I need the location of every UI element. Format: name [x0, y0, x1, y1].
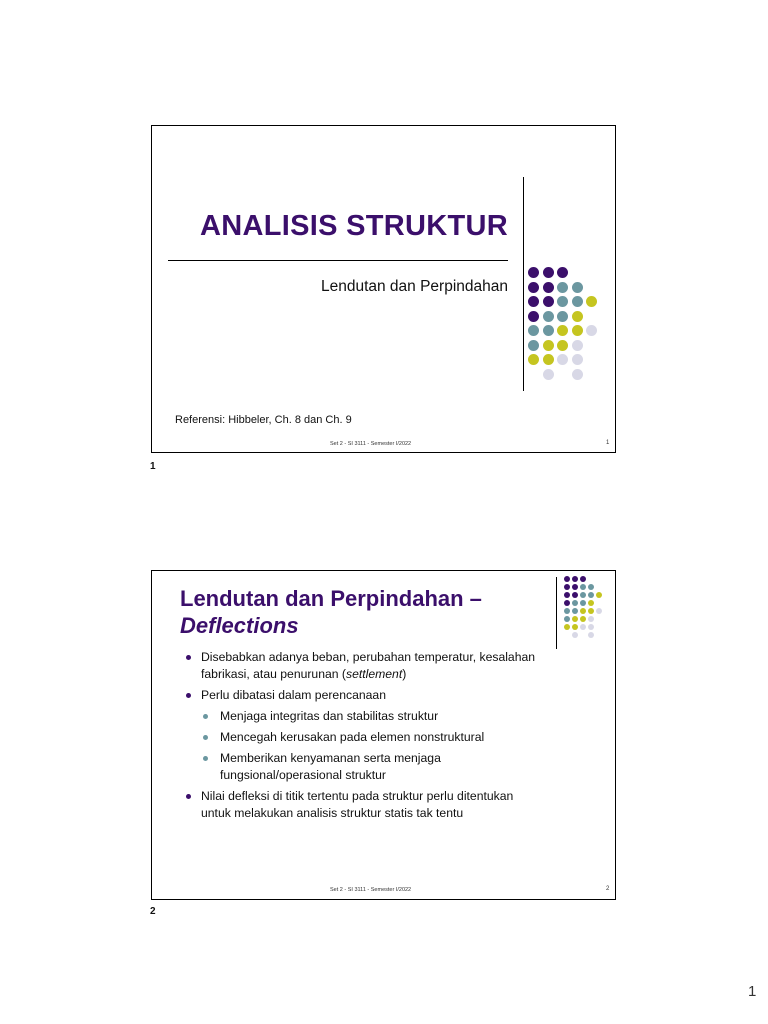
bullet-marker	[186, 794, 191, 799]
decor-dot	[564, 584, 570, 590]
decor-dot	[572, 325, 583, 336]
decor-dot	[557, 340, 568, 351]
bullet-marker	[186, 693, 191, 698]
decor-dot	[572, 600, 578, 606]
decor-dot	[564, 592, 570, 598]
slide-number: 1	[606, 440, 610, 446]
slide-1	[151, 125, 616, 453]
bullet-item	[184, 687, 544, 704]
decor-dot	[572, 616, 578, 622]
decor-dot	[528, 354, 539, 365]
decor-vertical-line	[556, 577, 557, 649]
decor-dot	[572, 282, 583, 293]
bullet-text: Mencegah kerusakan pada elemen nonstruktural	[220, 730, 485, 744]
decor-dot	[572, 584, 578, 590]
page-number: 1	[748, 983, 757, 1000]
decor-dot	[588, 624, 594, 630]
bullet-item	[184, 788, 544, 822]
bullet-text: Disebabkan adanya beban, perubahan temperatur, kesalahan fabrikasi, atau penurunan (settlement)	[201, 650, 536, 681]
decor-dot	[588, 616, 594, 622]
decor-dot	[588, 584, 594, 590]
reference-text: Referensi: Hibbeler, Ch. 8 dan Ch. 9	[175, 414, 352, 426]
decor-dot	[580, 624, 586, 630]
bullet-item	[184, 729, 544, 746]
decor-dot	[564, 600, 570, 606]
decor-dot	[528, 311, 539, 322]
decor-dot	[557, 296, 568, 307]
bullet-text: Nilai defleksi di titik tertentu pada struktur perlu ditentukan untuk melakukan analisis struktur statis tak tentu	[201, 789, 514, 820]
decor-dot	[580, 616, 586, 622]
decor-dot	[588, 592, 594, 598]
decor-dot	[543, 369, 554, 380]
decor-dot	[588, 632, 594, 638]
decor-dot	[580, 608, 586, 614]
decor-dot	[586, 325, 597, 336]
slide-label: 1	[150, 461, 156, 472]
decor-dot	[557, 354, 568, 365]
decor-dot	[543, 325, 554, 336]
bullet-marker	[203, 756, 208, 761]
decor-dot	[564, 576, 570, 582]
decor-dot	[580, 584, 586, 590]
bullet-item	[184, 708, 544, 725]
decor-dot	[572, 632, 578, 638]
decor-dot	[543, 296, 554, 307]
slide-title-line1: Lendutan dan Perpindahan –	[180, 586, 482, 611]
decor-dot	[528, 267, 539, 278]
decor-dot	[528, 325, 539, 336]
dot-pattern-decoration	[564, 576, 609, 641]
slide-title-line2: Deflections	[180, 613, 299, 638]
decor-vertical-line	[523, 177, 524, 391]
slide-label: 2	[150, 906, 156, 917]
decor-dot	[564, 624, 570, 630]
decor-dot	[596, 608, 602, 614]
slide-2	[151, 570, 616, 900]
decor-dot	[543, 354, 554, 365]
decor-dot	[572, 311, 583, 322]
slide-title: ANALISIS STRUKTUR	[200, 210, 508, 242]
decor-dot	[588, 608, 594, 614]
decor-dot	[572, 624, 578, 630]
decor-dot	[596, 592, 602, 598]
decor-dot	[557, 282, 568, 293]
slide-title	[180, 585, 482, 639]
decor-dot	[572, 608, 578, 614]
bullet-item	[184, 649, 544, 683]
decor-dot	[572, 354, 583, 365]
decor-dot	[572, 369, 583, 380]
slide-footer: Set 2 - SI 3111 - Semester I/2022	[330, 441, 412, 447]
decor-dot	[557, 311, 568, 322]
decor-dot	[572, 296, 583, 307]
decor-dot	[543, 311, 554, 322]
decor-dot	[572, 592, 578, 598]
decor-dot	[564, 608, 570, 614]
dot-pattern-decoration	[528, 267, 608, 375]
bullet-item	[184, 750, 544, 784]
decor-dot	[543, 267, 554, 278]
slide-number: 2	[606, 886, 610, 892]
decor-dot	[564, 616, 570, 622]
decor-horizontal-line	[168, 260, 508, 261]
decor-dot	[557, 267, 568, 278]
decor-dot	[586, 296, 597, 307]
bullet-marker	[203, 735, 208, 740]
bullet-marker	[186, 655, 191, 660]
decor-dot	[528, 296, 539, 307]
slide-footer: Set 2 - SI 3111 - Semester I/2022	[330, 887, 412, 893]
bullet-text: Menjaga integritas dan stabilitas struktur	[220, 709, 439, 723]
slide-subtitle: Lendutan dan Perpindahan	[320, 278, 508, 295]
bullet-marker	[203, 714, 208, 719]
bullet-text: Memberikan kenyamanan serta menjaga fungsional/operasional struktur	[220, 751, 441, 782]
decor-dot	[572, 340, 583, 351]
decor-dot	[580, 600, 586, 606]
decor-dot	[528, 282, 539, 293]
bullet-text: Perlu dibatasi dalam perencanaan	[201, 688, 386, 702]
decor-dot	[528, 340, 539, 351]
decor-dot	[557, 325, 568, 336]
decor-dot	[572, 576, 578, 582]
decor-dot	[543, 340, 554, 351]
bullet-list	[184, 649, 544, 826]
decor-dot	[543, 282, 554, 293]
decor-dot	[588, 600, 594, 606]
decor-dot	[580, 592, 586, 598]
decor-dot	[580, 576, 586, 582]
